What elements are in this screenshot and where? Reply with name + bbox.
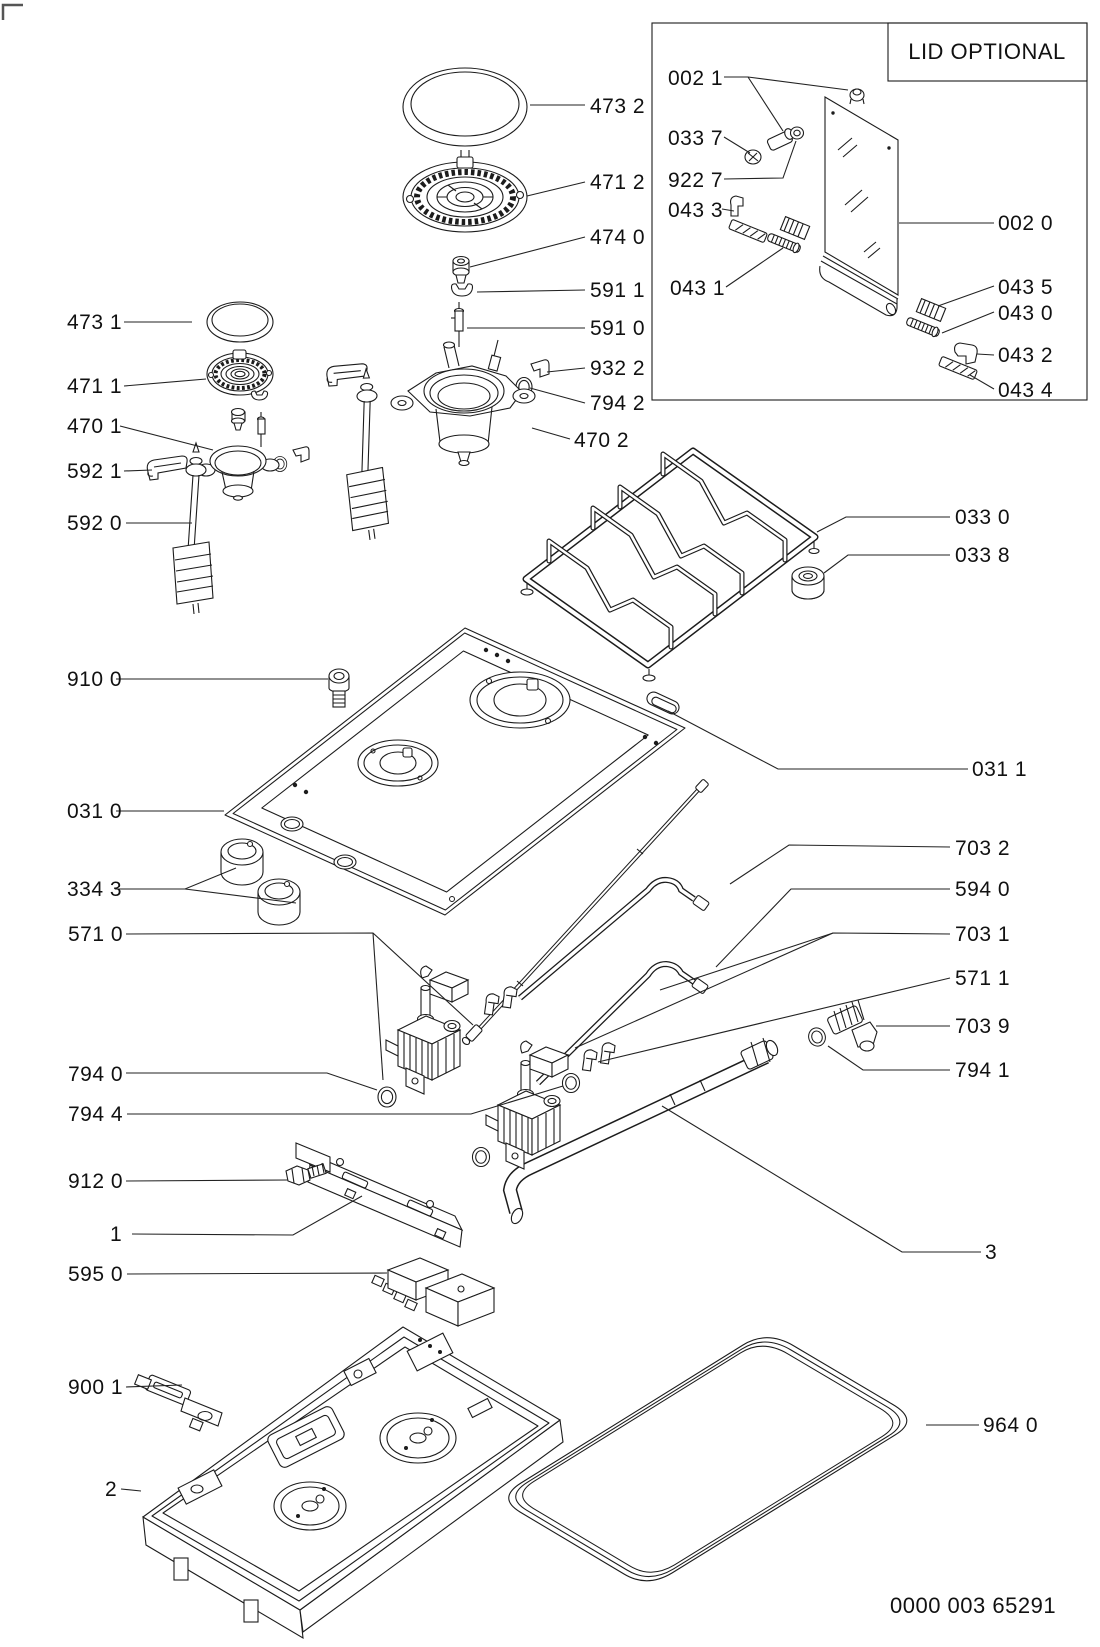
part-label-591-1: 591 1 [590,279,646,302]
part-label-470-2: 470 2 [574,429,630,452]
elbow-fitting-703-9 [827,1000,877,1051]
part-label-571-1: 571 1 [955,967,1011,990]
document-part-code: 0000 003 65291 [890,1593,1057,1618]
tray-well-large [380,1413,456,1463]
pipe-703-2-upper [520,880,710,998]
part-label-334-3: 334 3 [67,878,123,901]
gas-valve-1 [386,966,468,1094]
part-label-473-1: 473 1 [67,311,123,334]
part-label-043-1: 043 1 [670,277,726,300]
burner-cup-large-470-2 [391,340,535,466]
part-label-703-9: 703 9 [955,1015,1011,1038]
part-label-031-1: 031 1 [972,758,1028,781]
burner-ring-large [403,150,527,232]
injector-474-0 [453,257,469,284]
igniter-bracket-900-1 [135,1374,222,1431]
thermocouple-middle [343,368,389,540]
part-label-474-0: 474 0 [590,226,646,249]
spark-plug-small [258,412,266,447]
union-nut [740,1038,780,1070]
part-label-900-1: 900 1 [68,1376,124,1399]
oring-valve2 [472,1148,489,1167]
part-label-922-7: 922 7 [668,169,724,192]
pan-support-033-0 [521,451,819,681]
valve1-clip-b [502,986,517,1009]
part-label-703-2: 703 2 [955,837,1011,860]
part-label-473-2: 473 2 [590,95,646,118]
oring-794-1 [806,1026,828,1049]
nut-922-7 [791,127,804,139]
manifold-rail-1 [296,1143,462,1247]
part-label-932-2: 932 2 [590,357,646,380]
part-label-043-0: 043 0 [998,302,1054,325]
oring-794-4 [562,1074,579,1093]
part-label-1: 1 [110,1223,123,1246]
corner-crop-mark [3,5,23,20]
part-label-571-0: 571 0 [68,923,124,946]
block-043-5 [916,299,945,322]
clip-591-1 [452,284,473,296]
part-label-794-2: 794 2 [590,392,646,415]
part-label-2: 2 [105,1478,118,1501]
clip-043-3 [731,196,743,216]
part-label-002-0: 002 0 [998,212,1054,235]
clip-middle-thermo [326,362,367,388]
burner-cap-small [207,302,273,342]
spark-generator-595-0 [372,1258,494,1326]
part-label-043-3: 043 3 [668,199,724,222]
part-label-703-1: 703 1 [955,923,1011,946]
lid-glass-panel [820,89,898,316]
lid-fixings-right [905,299,977,380]
tray-well-small [274,1482,346,1530]
part-label-471-1: 471 1 [67,375,123,398]
part-label-912-0: 912 0 [68,1170,124,1193]
part-label-043-5: 043 5 [998,276,1054,299]
clip-small [251,391,267,400]
clip-043-2 [955,343,978,364]
burner-ring-small [207,350,273,395]
part-label-043-2: 043 2 [998,344,1054,367]
burner-cup-small-470-1 [197,446,279,500]
part-label-033-8: 033 8 [955,544,1011,567]
part-label-031-0: 031 0 [67,800,123,823]
part-label-592-0: 592 0 [67,512,123,535]
part-label-033-0: 033 0 [955,506,1011,529]
clip-932-2 [531,360,549,377]
screw-910-0 [329,669,349,707]
clip-932-left [293,447,309,462]
part-label-910-0: 910 0 [67,668,123,691]
part-label-794-0: 794 0 [68,1063,124,1086]
clip-592-1 [147,456,187,480]
rubber-foot-033-8 [792,567,824,599]
part-label-794-4: 794 4 [68,1103,124,1126]
lid-fixings-left [729,127,810,254]
valve2-clip-a [582,1049,597,1072]
oring-794-0 [378,1087,396,1107]
burner-cap-large [403,68,527,146]
part-label-043-4: 043 4 [998,379,1054,402]
injector-small [232,409,246,431]
part-label-3: 3 [985,1241,998,1264]
control-knob-2 [258,879,300,925]
part-label-033-7: 033 7 [668,127,724,150]
spark-plug-591-0 [451,302,464,347]
control-knob-1 [221,839,263,885]
panel-burner-seat-small [358,740,438,786]
part-label-964-0: 964 0 [983,1414,1039,1437]
bottom-tray-2 [143,1327,563,1638]
part-label-595-0: 595 0 [68,1263,124,1286]
hob-top-panel-031-0 [225,628,685,915]
part-label-471-2: 471 2 [590,171,646,194]
part-label-591-0: 591 0 [590,317,646,340]
part-label-794-1: 794 1 [955,1059,1011,1082]
part-label-592-1: 592 1 [67,460,123,483]
lid-optional-title: LID OPTIONAL [908,39,1066,64]
part-label-594-0: 594 0 [955,878,1011,901]
panel-burner-seat-large [470,672,570,728]
glass-seal-964-0 [509,1338,907,1581]
part-label-470-1: 470 1 [67,415,123,438]
part-label-002-1: 002 1 [668,67,724,90]
